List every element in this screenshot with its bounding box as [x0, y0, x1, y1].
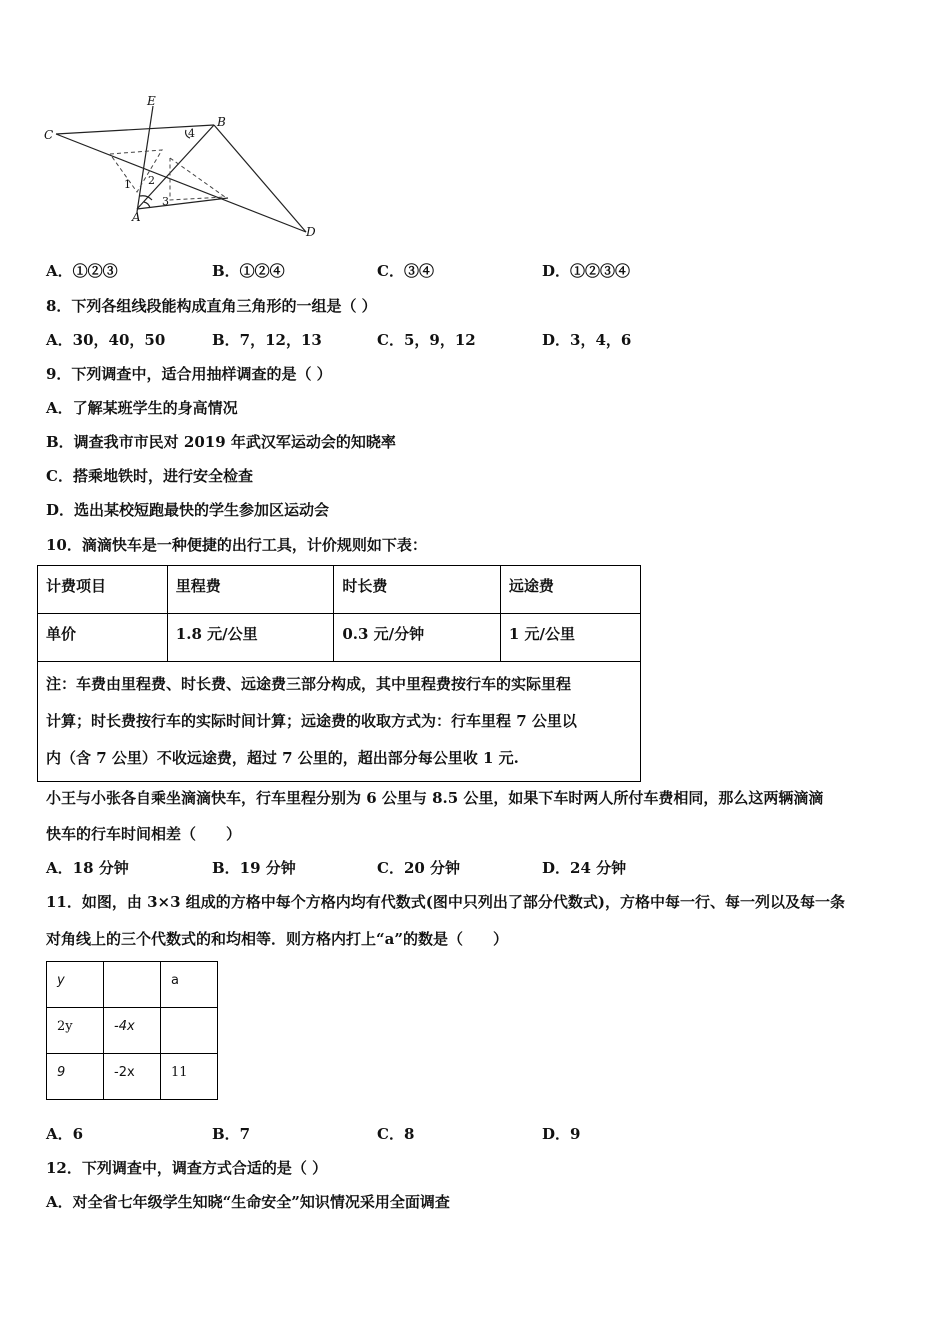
fee-header-mileage: 里程费 [167, 566, 334, 614]
angle-label-2: 2 [148, 174, 155, 187]
grid-cell: 9 [47, 1054, 104, 1100]
magic-square-grid [46, 961, 218, 1100]
q8-option-a: A．30，40，50 [46, 331, 166, 349]
q12-option-a: A．对全省七年级学生知晓“生命安全”知识情况采用全面调查 [46, 1193, 450, 1211]
grid-cell: y [47, 962, 104, 1008]
q10-text-line-2: 快车的行车时间相差（ ） [46, 825, 242, 843]
q7-option-d: D．①②③④ [542, 262, 631, 280]
q7-option-a: A．①②③ [46, 262, 118, 280]
q11-option-b: B．7 [212, 1125, 251, 1143]
q11-option-c: C．8 [377, 1125, 415, 1143]
angle-label-1: 1 [124, 178, 131, 191]
q8-option-c: C．5，9，12 [377, 331, 476, 349]
grid-cell [161, 1008, 218, 1054]
q10-option-c: C．20 分钟 [377, 859, 461, 877]
grid-cell [104, 962, 161, 1008]
q11-option-d: D．9 [542, 1125, 581, 1143]
fee-row-time: 0.3 元/分钟 [334, 614, 501, 662]
q10-stem: 10．滴滴快车是一种便捷的出行工具，计价规则如下表： [46, 536, 427, 554]
label-E: E [147, 94, 156, 108]
q12-stem: 12．下列调查中，调查方式合适的是（ ） [46, 1159, 328, 1177]
fee-row-mileage: 1.8 元/公里 [167, 614, 334, 662]
fee-row-label: 单价 [38, 614, 168, 662]
q8-stem: 8．下列各组线段能构成直角三角形的一组是（ ） [46, 297, 377, 315]
angle-label-3: 3 [162, 195, 169, 208]
q9-stem: 9．下列调查中，适合用抽样调查的是（ ） [46, 365, 332, 383]
grid-cell-a: a [161, 962, 218, 1008]
label-B: B [217, 115, 226, 129]
grid-cell: -2x [104, 1054, 161, 1100]
label-A: A [132, 210, 141, 224]
fee-table-header-row [38, 566, 641, 614]
fee-table-note-row [38, 662, 641, 782]
q9-option-a: A．了解某班学生的身高情况 [46, 399, 238, 417]
grid-cell: 11 [161, 1054, 218, 1100]
fee-note [38, 662, 641, 782]
fee-header-distance: 远途费 [500, 566, 640, 614]
grid-row [47, 962, 218, 1008]
angle-label-4: 4 [188, 127, 195, 140]
q11-stem-line-2: 对角线上的三个代数式的和均相等．则方格内打上“a”的数是（ ） [46, 930, 508, 948]
q11-option-a: A．6 [46, 1125, 84, 1143]
q10-text-line-1: 小王与小张各自乘坐滴滴快车，行车里程分别为 6 公里与 8.5 公里，如果下车时两人所付车费相同，那么这两辆滴滴 [46, 789, 824, 807]
q11-stem-line-1: 11．如图，由 3×3 组成的方格中每个方格内均有代数式(图中只列出了部分代数式)，方格中每一行、每一列以及每一条 [46, 893, 845, 911]
fee-header-time: 时长费 [334, 566, 501, 614]
grid-cell: -4x [104, 1008, 161, 1054]
fee-table [37, 565, 641, 782]
q8-option-b: B．7，12，13 [212, 331, 322, 349]
q9-option-d: D．选出某校短跑最快的学生参加区运动会 [46, 501, 330, 519]
grid-cell: 2y [47, 1008, 104, 1054]
q8-option-d: D．3，4，6 [542, 331, 632, 349]
fee-note-line-3: 内（含 7 公里）不收远途费，超过 7 公里的，超出部分每公里收 1 元. [46, 749, 519, 767]
q10-option-a: A．18 分钟 [46, 859, 129, 877]
q9-option-c: C．搭乘地铁时，进行安全检查 [46, 467, 253, 485]
fee-row-distance: 1 元/公里 [500, 614, 640, 662]
label-D: D [306, 225, 316, 239]
grid-row [47, 1008, 218, 1054]
q10-option-d: D．24 分钟 [542, 859, 627, 877]
q9-option-b: B．调查我市市民对 2019 年武汉军运动会的知晓率 [46, 433, 396, 451]
fee-note-line-1: 注：车费由里程费、时长费、远途费三部分构成，其中里程费按行车的实际里程 [46, 675, 572, 693]
fee-header-item: 计费项目 [38, 566, 168, 614]
fee-note-line-2: 计算；时长费按行车的实际时间计算；远途费的收取方式为：行车里程 7 公里以 [46, 712, 577, 730]
label-C: C [44, 128, 54, 142]
q7-option-b: B．①②④ [212, 262, 285, 280]
q10-option-b: B．19 分钟 [212, 859, 296, 877]
grid-row [47, 1054, 218, 1100]
q7-option-c: C．③④ [377, 262, 434, 280]
fee-table-price-row [38, 614, 641, 662]
geometry-figure [40, 92, 330, 244]
